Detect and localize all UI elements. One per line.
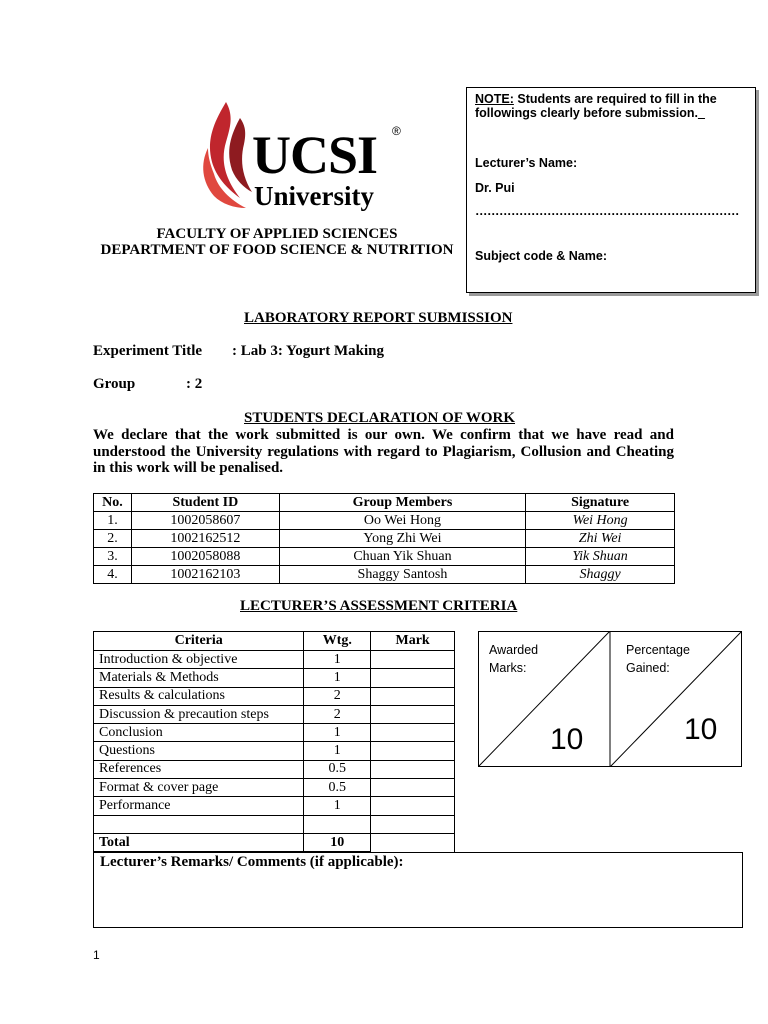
- lecturer-name-dots: …………………………………………………………: [475, 204, 739, 218]
- cell-student-id: 1002162103: [131, 566, 279, 584]
- cell-weight: 0.5: [304, 760, 371, 778]
- cell-mark[interactable]: [371, 779, 455, 797]
- cell-weight: 1: [304, 651, 371, 669]
- table-row: [94, 705, 455, 723]
- page-number: 1: [93, 948, 100, 962]
- cell-criteria: Conclusion: [94, 724, 304, 742]
- cell-weight: 1: [304, 724, 371, 742]
- col-header-signature: Signature: [526, 494, 675, 512]
- col-header-criteria: Criteria: [94, 632, 304, 651]
- remarks-box[interactable]: [93, 852, 743, 928]
- flame-icon: [196, 100, 256, 210]
- percentage-label-line1: Percentage: [626, 643, 690, 657]
- assessment-title: LECTURER’S ASSESSMENT CRITERIA: [240, 598, 518, 614]
- students-table: [93, 493, 675, 584]
- cell-mark[interactable]: [371, 705, 455, 723]
- lecturer-name-label: Lecturer’s Name:: [475, 156, 578, 170]
- total-mark[interactable]: [371, 833, 455, 851]
- university-logo: [196, 100, 416, 215]
- note-text: Students are required to fill in the followings clearly before submission.: [475, 92, 717, 120]
- awarded-label-line2: Marks:: [489, 661, 527, 675]
- awarded-value[interactable]: 10: [550, 723, 584, 756]
- cell-criteria: Format & cover page: [94, 779, 304, 797]
- cell-no: 4.: [94, 566, 132, 584]
- logo-subtitle: University: [254, 181, 374, 211]
- subject-code-label[interactable]: Subject code & Name:: [475, 249, 607, 263]
- cell-criteria: References: [94, 760, 304, 778]
- table-row: [94, 760, 455, 778]
- table-header-row: [94, 494, 675, 512]
- cell-signature: Yik Shuan: [526, 548, 675, 566]
- faculty-heading: [92, 226, 462, 258]
- note-label: NOTE:: [475, 92, 514, 106]
- table-row: [94, 779, 455, 797]
- cell-weight: 0.5: [304, 779, 371, 797]
- table-row: [94, 566, 675, 584]
- percentage-label-line2: Gained:: [626, 661, 670, 675]
- table-row: [94, 530, 675, 548]
- cell-member-name: Oo Wei Hong: [279, 512, 525, 530]
- col-header-members: Group Members: [279, 494, 525, 512]
- cell-weight: 2: [304, 687, 371, 705]
- col-header-no: No.: [94, 494, 132, 512]
- group-label: Group: [93, 376, 136, 392]
- col-header-mark: Mark: [371, 632, 455, 651]
- department-name: DEPARTMENT OF FOOD SCIENCE & NUTRITION: [100, 242, 454, 258]
- logo-wordmark: UCSI: [252, 125, 378, 185]
- cell-member-name: Shaggy Santosh: [279, 566, 525, 584]
- cell-weight: 1: [304, 669, 371, 687]
- cell-mark[interactable]: [371, 742, 455, 760]
- table-row: [94, 687, 455, 705]
- cell-mark[interactable]: [371, 669, 455, 687]
- table-row: [94, 548, 675, 566]
- awarded-label: [489, 641, 538, 677]
- cell-mark[interactable]: [371, 687, 455, 705]
- table-row: [94, 815, 455, 833]
- cell-mark[interactable]: [371, 724, 455, 742]
- table-row: [94, 512, 675, 530]
- report-title: LABORATORY REPORT SUBMISSION: [244, 310, 513, 326]
- percentage-label: [626, 641, 690, 677]
- cell-mark[interactable]: [371, 760, 455, 778]
- declaration-title: STUDENTS DECLARATION OF WORK: [244, 410, 516, 426]
- cell-mark[interactable]: [371, 797, 455, 815]
- table-row: [94, 797, 455, 815]
- registered-mark: ®: [392, 124, 401, 138]
- cell-criteria: Results & calculations: [94, 687, 304, 705]
- cell-signature: Zhi Wei: [526, 530, 675, 548]
- col-header-student-id: Student ID: [131, 494, 279, 512]
- cell-criteria: Materials & Methods: [94, 669, 304, 687]
- cell-criteria: Questions: [94, 742, 304, 760]
- cell-weight: 2: [304, 705, 371, 723]
- cell-criteria: Performance: [94, 797, 304, 815]
- table-header-row: [94, 632, 455, 651]
- cell-no: 3.: [94, 548, 132, 566]
- cell-no: 1.: [94, 512, 132, 530]
- percentage-value[interactable]: 10: [684, 713, 718, 746]
- cell-student-id: 1002058088: [131, 548, 279, 566]
- marks-box: [478, 631, 742, 767]
- total-row: [94, 833, 455, 851]
- total-weight: 10: [304, 833, 371, 851]
- note-box: [466, 87, 756, 293]
- total-label: Total: [94, 833, 304, 851]
- cell-weight: 1: [304, 742, 371, 760]
- cell-student-id: 1002162512: [131, 530, 279, 548]
- cell-signature: Shaggy: [526, 566, 675, 584]
- declaration-text: We declare that the work submitted is our own. We confirm that we have read and understood the University regulations with regard to Plagiarism, Collusion and Cheating in this work will be penalised.: [93, 427, 674, 476]
- cell-criteria: Discussion & precaution steps: [94, 705, 304, 723]
- cell-criteria: [94, 815, 304, 833]
- cell-weight: [304, 815, 371, 833]
- cell-criteria: Introduction & objective: [94, 651, 304, 669]
- table-row: [94, 669, 455, 687]
- experiment-title-label: Experiment Title: [93, 343, 203, 359]
- awarded-label-line1: Awarded: [489, 643, 539, 657]
- cell-mark[interactable]: [371, 651, 455, 669]
- group-value: : 2: [186, 376, 203, 392]
- table-row: [94, 742, 455, 760]
- cell-member-name: Chuan Yik Shuan: [279, 548, 525, 566]
- lecturer-name-value[interactable]: Dr. Pui: [475, 181, 515, 195]
- criteria-table: [93, 631, 455, 852]
- col-header-weight: Wtg.: [304, 632, 371, 651]
- faculty-name: FACULTY OF APPLIED SCIENCES: [156, 226, 398, 242]
- table-row: [94, 724, 455, 742]
- cell-mark[interactable]: [371, 815, 455, 833]
- cell-no: 2.: [94, 530, 132, 548]
- cell-student-id: 1002058607: [131, 512, 279, 530]
- cell-member-name: Yong Zhi Wei: [279, 530, 525, 548]
- cell-signature: Wei Hong: [526, 512, 675, 530]
- experiment-title-value: : Lab 3: Yogurt Making: [232, 343, 384, 359]
- note-trailing: _: [697, 106, 705, 120]
- cell-weight: 1: [304, 797, 371, 815]
- remarks-label: Lecturer’s Remarks/ Comments (if applicable):: [100, 854, 404, 870]
- table-row: [94, 651, 455, 669]
